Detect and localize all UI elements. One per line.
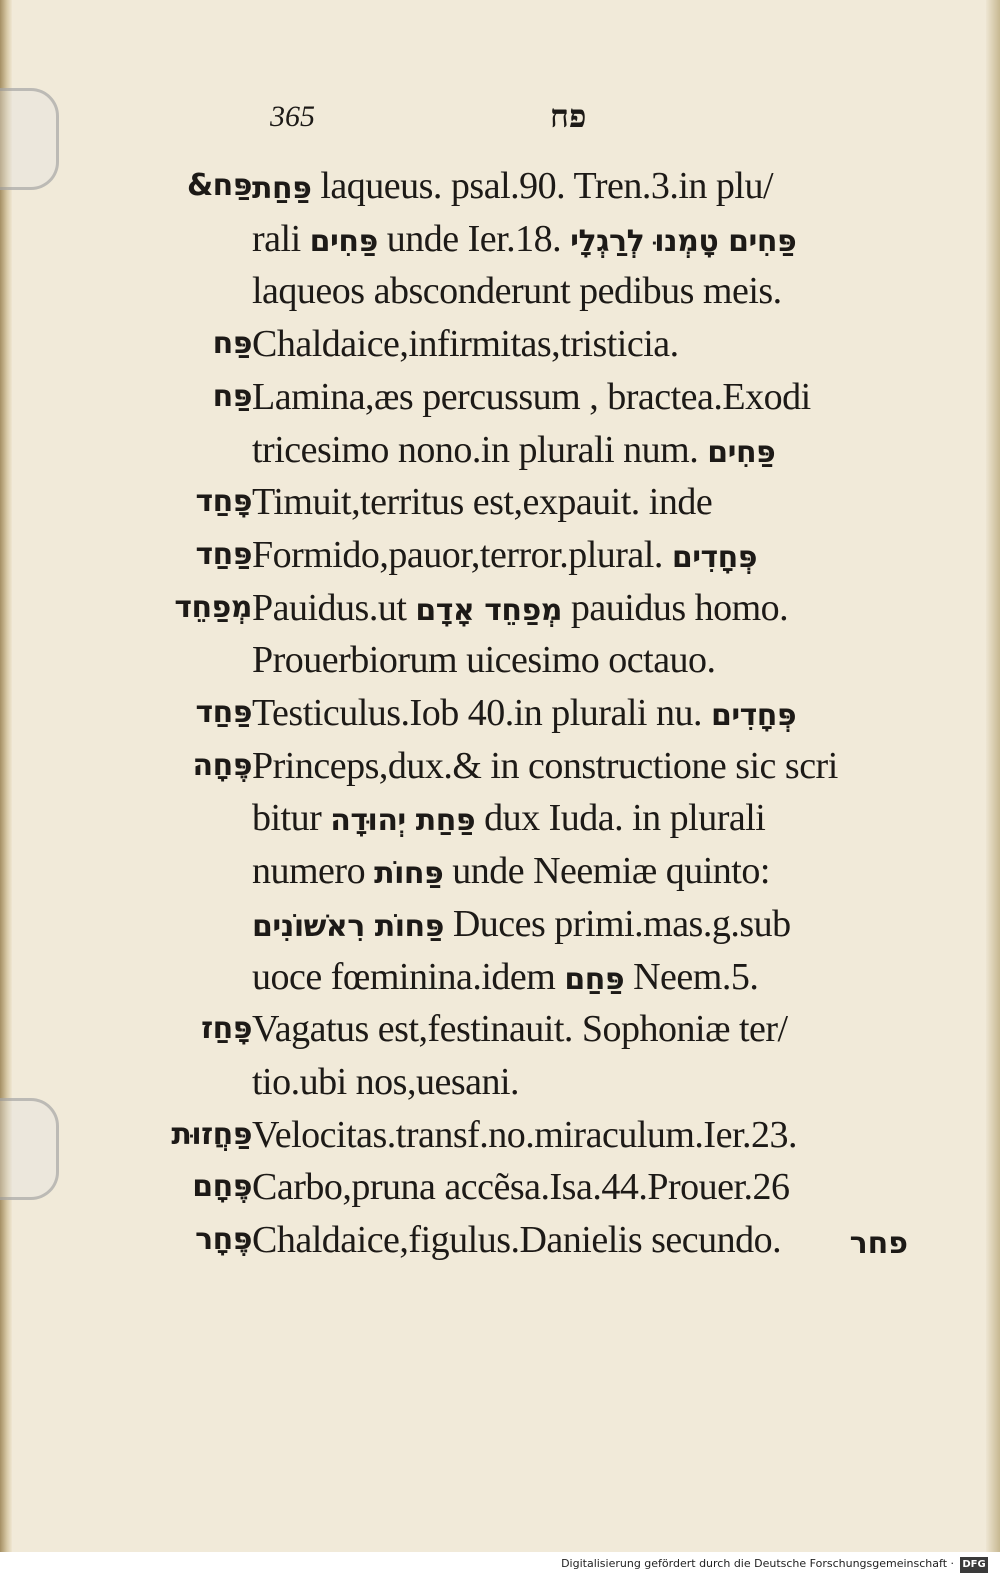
latin-text: Vagatus est,festinauit. Sophoniæ ter/ bbox=[252, 1008, 788, 1050]
funding-credit: Digitalisierung gefördert durch die Deutsche Forschungsgemeinschaft · bbox=[561, 1557, 954, 1570]
entry-lemma: פַּח bbox=[212, 326, 252, 361]
hebrew-text: פַּחִים bbox=[707, 435, 776, 470]
catchword: פחר bbox=[849, 1226, 908, 1261]
latin-text: Chaldaice,figulus.Danielis secundo. bbox=[252, 1219, 782, 1261]
entry-lemma: פֶּחָם bbox=[192, 1169, 252, 1204]
latin-text: laqueos absconderunt pedibus meis. bbox=[252, 270, 782, 312]
latin-text: Velocitas.transf.no.miraculum.Ier.23. bbox=[252, 1114, 798, 1156]
latin-text: Neem.5. bbox=[624, 956, 759, 998]
latin-text: tricesimo nono.in plurali num. bbox=[252, 429, 708, 471]
entry-lemma: פַּחַד bbox=[195, 537, 252, 572]
entry-line bbox=[252, 951, 758, 1003]
latin-text: Testiculus.Iob 40.in plurali nu. bbox=[252, 692, 711, 734]
entry-line bbox=[252, 1056, 519, 1108]
entry-line bbox=[252, 265, 782, 317]
hebrew-text: פַּחוֹת רִאשׁוֹנִים bbox=[252, 909, 444, 944]
latin-text: unde Ier.18. bbox=[377, 218, 571, 260]
footer-bar bbox=[0, 1552, 1000, 1580]
entry-lemma: פַּחֲזוּת bbox=[171, 1117, 252, 1152]
latin-text: Princeps,dux.& in constructione sic scri bbox=[252, 745, 838, 787]
entry-lemma: מְפַחֵד bbox=[174, 590, 252, 625]
hebrew-text: פַּחַת יְהוּדָה bbox=[330, 803, 476, 838]
entry-line bbox=[252, 213, 796, 265]
latin-text: Duces primi.mas.g.sub bbox=[443, 903, 791, 945]
entry-lemma: פַּח bbox=[212, 379, 252, 414]
entry-line bbox=[252, 1003, 788, 1055]
latin-text: uoce fœminina.idem bbox=[252, 956, 565, 998]
entry-lemma: פֶּחָה bbox=[192, 748, 252, 783]
latin-text: rali bbox=[252, 218, 310, 260]
entry-line bbox=[252, 529, 757, 581]
entry-line bbox=[252, 1161, 790, 1213]
entry-lemma: פָּחַז bbox=[201, 1011, 252, 1046]
entry-line bbox=[252, 1214, 781, 1266]
entry-line bbox=[252, 898, 791, 950]
entry-line bbox=[252, 582, 788, 634]
hebrew-text: מְפַחֵד אָדָם bbox=[415, 593, 562, 628]
latin-text: bitur bbox=[252, 797, 331, 839]
entry-line bbox=[252, 792, 765, 844]
hebrew-text: פַּחַת bbox=[252, 171, 312, 206]
entry-line bbox=[252, 1109, 797, 1161]
entry-line bbox=[252, 634, 716, 686]
hebrew-text: פַּחוֹת bbox=[374, 856, 444, 891]
entry-line bbox=[252, 160, 773, 212]
latin-text: dux Iuda. in plurali bbox=[475, 797, 766, 839]
entry-lemma: פֶּחָר bbox=[195, 1222, 252, 1257]
entry-line bbox=[252, 371, 811, 423]
latin-text: laqueus. psal.90. Tren.3.in plu/ bbox=[311, 165, 774, 207]
hebrew-text: פַּחַם bbox=[564, 962, 625, 997]
latin-text: Chaldaice,infirmitas,tristicia. bbox=[252, 323, 679, 365]
entry-lemma: פַּח& bbox=[186, 168, 252, 203]
hebrew-text: פַּחִים טָמְנוּ לְרַגְלָי bbox=[570, 224, 797, 259]
entry-line bbox=[252, 687, 796, 739]
latin-text: numero bbox=[252, 850, 375, 892]
entry-line bbox=[252, 740, 838, 792]
dfg-logo: DFG bbox=[960, 1557, 988, 1573]
latin-text: tio.ubi nos,uesani. bbox=[252, 1061, 520, 1103]
latin-text: pauidus homo. bbox=[561, 587, 789, 629]
hebrew-text: פְּחָדִים bbox=[671, 540, 758, 575]
entry-line bbox=[252, 476, 712, 528]
folio-number: 365 bbox=[270, 100, 315, 133]
entry-lemma: פָּחַד bbox=[195, 484, 252, 519]
entry-line bbox=[252, 318, 679, 370]
latin-text: Lamina,æs percussum , bractea.Exodi bbox=[252, 376, 811, 418]
running-head-hebrew: פח bbox=[550, 98, 587, 134]
latin-text: Pauidus.ut bbox=[252, 587, 416, 629]
hebrew-text: פְּחָדִים bbox=[710, 698, 797, 733]
hebrew-text: פַּחִים bbox=[309, 224, 378, 259]
latin-text: Prouerbiorum uicesimo octauo. bbox=[252, 639, 716, 681]
latin-text: Carbo,pruna accẽsa.Isa.44.Prouer.26 bbox=[252, 1166, 790, 1208]
entry-lemma: פַּחַד bbox=[195, 695, 252, 730]
entry-line bbox=[252, 845, 770, 897]
latin-text: unde Neemiæ quinto: bbox=[443, 850, 770, 892]
entry-line bbox=[252, 424, 775, 476]
latin-text: Timuit,territus est,expauit. inde bbox=[252, 481, 713, 523]
latin-text: Formido,pauor,terror.plural. bbox=[252, 534, 672, 576]
